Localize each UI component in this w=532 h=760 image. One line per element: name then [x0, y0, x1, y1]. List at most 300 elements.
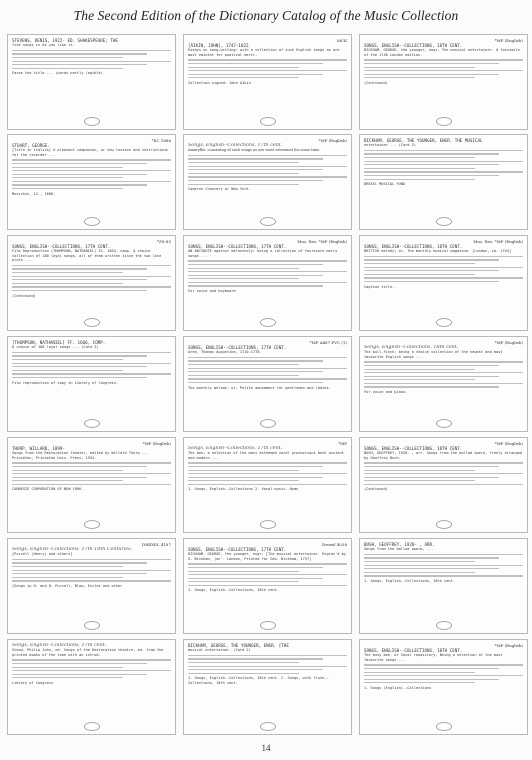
text-line: [364, 466, 499, 467]
text-line: [12, 674, 147, 675]
catalog-card: [359, 34, 528, 130]
text-line: [12, 359, 123, 360]
text-line: [364, 361, 523, 362]
call-number: Drexel 4038: [322, 542, 347, 547]
text-line: [12, 177, 123, 178]
card-text-lines: [12, 265, 171, 291]
text-line: [188, 282, 347, 283]
text-line: [12, 570, 171, 571]
text-line: [12, 670, 171, 671]
text-line: [364, 675, 523, 676]
card-heading: [THOMPSON, NATHANIEL] FF. 1666, COMP.: [12, 340, 106, 345]
text-line: [12, 373, 171, 374]
text-line: [12, 470, 123, 471]
call-number: *MP: [338, 441, 347, 446]
text-line: [364, 150, 523, 151]
catalog-card: [359, 336, 528, 432]
card-text-lines: [188, 563, 347, 586]
card-note: Film reproduction of copy in Library of Congress.: [12, 380, 119, 385]
card-text-lines: [12, 159, 171, 189]
text-line: [188, 563, 347, 564]
card-note: For voice and keyboard: [188, 289, 236, 294]
text-line: [364, 462, 523, 463]
card-heading: Songs, English--Collections, 17th cent.: [188, 143, 283, 148]
card-heading: BICKHAM, GEORGE, THE YOUNGER, ENGR. THE MUSICAL: [364, 138, 483, 143]
card-description: BICKHAM, GEORGE, the younger, engr. The musical entertainer. A facsimile of the 1740 London edition.: [364, 48, 520, 57]
catalog-card: [183, 538, 352, 634]
call-number: *MP (English): [142, 441, 171, 446]
card-description: A choice of 180 loyal songs ... (Card 2): [12, 345, 99, 349]
text-line: [12, 174, 147, 175]
card-heading: SONGS, ENGLISH--COLLECTIONS, 17TH CENT.: [188, 345, 287, 350]
text-line: [188, 462, 347, 463]
text-line: [12, 559, 171, 560]
card-description: The busy bee, or Vocal repository. Being a selection of the most favourite songs ...: [364, 653, 503, 662]
card-punch-hole: [260, 722, 276, 731]
text-line: [188, 268, 299, 269]
text-line: [188, 581, 299, 582]
card-heading: STEVENS, DENIS, 1922- ED. SHAKESPEARE; THE: [12, 38, 118, 43]
text-line: [12, 484, 171, 485]
card-note: 1. Songs, English--Collections, 18th cent. 2. Songs, with flute--Collections, 18th cent.: [188, 676, 329, 685]
call-number: *MP (English): [494, 441, 523, 446]
text-line: [12, 562, 147, 563]
card-text-lines: [188, 59, 347, 78]
catalog-card: [183, 134, 352, 230]
card-punch-hole: [84, 520, 100, 529]
text-line: [364, 77, 475, 78]
text-line: [188, 70, 347, 71]
text-line: [364, 473, 523, 474]
card-punch-hole: [84, 318, 100, 327]
text-line: [188, 378, 347, 379]
card-column-2: [183, 34, 352, 738]
text-line: [364, 568, 499, 569]
card-heading: SONGS, ENGLISH--COLLECTIONS, 17TH CENT.: [12, 244, 111, 249]
card-text-lines: [12, 659, 171, 678]
card-punch-hole: [260, 318, 276, 327]
card-note: DREXEL MUSICAL FUND: [364, 182, 406, 187]
text-line: [188, 673, 299, 674]
text-line: [12, 573, 147, 574]
catalog-card: [183, 336, 352, 432]
text-line: [364, 270, 499, 271]
text-line: [188, 285, 323, 286]
text-line: [364, 376, 499, 377]
card-heading: SONGS, ENGLISH--COLLECTIONS, 18TH CENT.: [364, 446, 463, 451]
catalog-card: [183, 34, 352, 130]
card-punch-hole: [84, 722, 100, 731]
text-line: [12, 272, 123, 273]
text-line: [12, 290, 147, 291]
text-line: [364, 554, 523, 555]
text-line: [364, 365, 499, 366]
text-line: [364, 67, 475, 68]
card-note: (Continued): [12, 293, 36, 298]
card-text-lines: [12, 462, 171, 485]
text-line: [364, 668, 499, 669]
text-line: [364, 477, 499, 478]
text-line: [364, 386, 499, 387]
card-punch-hole: [260, 621, 276, 630]
card-punch-hole: [436, 520, 452, 529]
card-description: BUSH, GEOFFREY, 1920- , arr. Songs from the ballad opera, freely arranged by Geoffrey Bush.: [364, 451, 522, 460]
call-number: *MP (English): [318, 138, 347, 143]
text-line: [364, 157, 475, 158]
text-line: [188, 571, 299, 572]
text-line: [12, 64, 147, 65]
text-line: [188, 666, 347, 667]
text-line: [188, 364, 299, 365]
text-line: [12, 580, 171, 581]
card-note: Cameron Chancery or New York: [188, 187, 249, 192]
catalog-card: [7, 134, 176, 230]
text-line: [364, 161, 523, 162]
text-line: [12, 283, 123, 284]
catalog-card: [359, 235, 528, 331]
catalog-card: [183, 437, 352, 533]
text-line: [188, 278, 299, 279]
text-line: [364, 256, 523, 257]
card-column-3: [359, 34, 528, 738]
text-line: [12, 181, 171, 182]
text-line: [188, 59, 347, 60]
catalog-card: [7, 34, 176, 130]
card-note: Collection signed: John Aikin: [188, 80, 251, 85]
text-line: [364, 470, 475, 471]
call-number: Mus. Res. *MP (English): [473, 239, 523, 244]
card-punch-hole: [260, 520, 276, 529]
text-line: [364, 379, 475, 380]
card-description: Songs from the Restoration theater, edited by Willard Thorp ... Princeton, Princeton Univ. Press, 1934.: [12, 451, 149, 460]
catalog-card: [359, 437, 528, 533]
text-line: [364, 281, 499, 282]
text-line: [12, 286, 171, 287]
text-line: [12, 473, 171, 474]
text-line: [364, 480, 475, 481]
call-number: *ZS-85: [156, 239, 171, 244]
text-line: [188, 382, 323, 383]
card-punch-hole: [84, 217, 100, 226]
text-line: [364, 175, 499, 176]
text-line: [12, 276, 171, 277]
card-text-lines: [364, 664, 523, 683]
card-heading: SONGS, ENGLISH--COLLECTIONS, 17TH CENT.: [188, 244, 287, 249]
text-line: [364, 383, 523, 384]
text-line: [12, 184, 147, 185]
text-line: [12, 170, 171, 171]
card-description: [Purcell (Henry) and others]: [12, 552, 73, 556]
catalog-card: [183, 235, 352, 331]
card-punch-hole: [436, 117, 452, 126]
text-line: [188, 155, 347, 156]
card-note: 1. Songs (English)--Collections: [364, 685, 432, 690]
card-note: The monthly melody: or, Polite amusement for gentlemen and ladies.: [188, 385, 331, 390]
card-text-lines: [188, 462, 347, 485]
card-heading: Songs, English--Collections. 17th-18th Centuries.: [12, 547, 133, 552]
card-description: Amaryllis: consisting of such songs as are most esteemed for some time.: [188, 148, 321, 152]
text-line: [188, 271, 347, 272]
card-punch-hole: [436, 217, 452, 226]
text-line: [12, 53, 147, 54]
text-line: [188, 470, 299, 471]
call-number: *MP A467 PVC (1): [309, 340, 347, 345]
text-line: [12, 163, 147, 164]
card-description: The bull-finch; being a choice collection of the newest and most favourite English songs ...: [364, 350, 503, 359]
card-text-lines: [188, 357, 347, 383]
text-line: [364, 277, 523, 278]
text-line: [364, 679, 499, 680]
card-description: [Title in italics] A pleasant companion, or new lessons and instructions for the recorder ...: [12, 148, 168, 157]
text-line: [188, 169, 323, 170]
card-description: BRITISH melody; or, The monthly musical magazine. [London, ca. 1744]: [364, 249, 512, 253]
card-note: CARNEGIE CORPORATION OF NEW YORK.: [12, 487, 84, 492]
card-description: entertainer ... (Card 2): [364, 143, 416, 147]
text-line: [364, 259, 499, 260]
card-text-lines: [12, 50, 171, 69]
card-description: five songs in As you like it.: [12, 43, 75, 47]
text-line: [364, 59, 523, 60]
text-line: [188, 480, 299, 481]
card-note: (Continued): [364, 80, 388, 85]
card-punch-hole: [260, 217, 276, 226]
text-line: [12, 61, 171, 62]
text-line: [188, 260, 347, 261]
text-line: [188, 77, 299, 78]
text-line: [12, 68, 123, 69]
text-line: [12, 57, 123, 58]
text-line: [12, 659, 171, 660]
catalog-card: [359, 134, 528, 230]
card-text-lines: [188, 260, 347, 286]
text-line: [12, 159, 171, 160]
text-line: [12, 477, 147, 478]
card-text-lines: [12, 559, 171, 582]
card-note: 1. Songs, English--Collections 2. Vocal music--Hymn: [188, 487, 299, 492]
text-line: [12, 268, 147, 269]
card-punch-hole: [436, 621, 452, 630]
page-header: The Second Edition of the Dictionary Catalog of the Music Collection: [73, 8, 459, 23]
text-line: [364, 168, 475, 169]
card-note: Library of Congress: [12, 680, 54, 685]
card-description: AN ANTIDOTE against melancholy: being a collection of fourscore merry songs ...: [188, 249, 338, 258]
card-note: 1. Songs, English--Collections, 18th cent.: [364, 578, 455, 583]
text-line: [188, 264, 323, 265]
card-description: Film Reproduction (THOMPSON, NATHANIEL) 51. 1664, comp. A choice collection of 180 loyal songs, all of them written since the two late plots ...: [12, 249, 162, 262]
text-line: [364, 164, 499, 165]
card-description: Stead, Philip John, ed. Songs of the Restoration theatre, ed. from the printed books of the time with an introd.: [12, 648, 164, 657]
text-line: [364, 70, 523, 71]
card-heading: BICKHAM, GEORGE, THE YOUNGER, ENGR. [THE: [188, 643, 289, 648]
text-line: [12, 363, 171, 364]
text-line: [364, 372, 523, 373]
card-text-lines: [364, 554, 523, 577]
text-line: [12, 366, 147, 367]
text-line: [188, 662, 299, 663]
text-line: [188, 162, 299, 163]
text-line: [188, 357, 347, 358]
card-note: For voice and piano.: [364, 390, 408, 395]
text-line: [364, 74, 499, 75]
call-number: DREXEL 4187: [141, 542, 171, 547]
text-line: [188, 173, 299, 174]
card-note: (Continued): [364, 487, 388, 492]
call-number: MCK: [336, 38, 347, 43]
card-heading: SONGS, ENGLISH--COLLECTIONS, 18TH CENT.: [364, 43, 463, 48]
card-text-lines: [364, 150, 523, 180]
page-number: 14: [261, 743, 271, 753]
card-heading: Songs, English--Collections, 17th cent.: [12, 643, 107, 648]
text-line: [364, 561, 475, 562]
text-line: [188, 585, 347, 586]
card-punch-hole: [84, 117, 100, 126]
card-note: Musickin, 12., 1686.: [12, 191, 56, 196]
text-line: [12, 677, 123, 678]
text-line: [12, 279, 147, 280]
text-line: [188, 466, 323, 467]
card-heading: SONGS, ENGLISH--COLLECTIONS, 18TH CENT.: [364, 244, 463, 249]
card-column-1: [7, 34, 176, 738]
card-text-lines: [364, 361, 523, 387]
text-line: [188, 360, 323, 361]
text-line: [364, 369, 475, 370]
card-punch-hole: [436, 722, 452, 731]
call-number: *MP (English): [494, 643, 523, 648]
card-heading: [AIKIN, JOHN], 1747-1822.: [188, 43, 252, 48]
text-line: [188, 74, 323, 75]
text-line: [188, 371, 323, 372]
text-line: [188, 473, 347, 474]
card-heading: SONGS, ENGLISH--COLLECTIONS, 18TH CENT.: [364, 648, 463, 653]
card-punch-hole: [436, 419, 452, 428]
catalog-card: [7, 437, 176, 533]
text-line: [12, 480, 123, 481]
text-line: [188, 184, 299, 185]
card-note: Faces the title ... (words partly legible): [12, 71, 103, 76]
text-line: [364, 664, 523, 665]
catalog-card: [7, 235, 176, 331]
text-line: [188, 275, 323, 276]
card-description: Songs from the ballad opera, ...: [364, 547, 434, 551]
text-line: [12, 265, 171, 266]
card-text-lines: [364, 256, 523, 282]
card-punch-hole: [84, 419, 100, 428]
catalog-card: [359, 538, 528, 634]
call-number: Mus. Res. *MP (English): [297, 239, 347, 244]
text-line: [12, 577, 123, 578]
catalog-card: [183, 639, 352, 735]
card-text-lines: [364, 462, 523, 485]
text-line: [188, 166, 347, 167]
catalog-card-grid: [7, 34, 527, 738]
card-heading: Songs, English--Collections, 18th cent.: [364, 345, 459, 350]
text-line: [12, 466, 147, 467]
text-line: [12, 377, 147, 378]
text-line: [364, 179, 475, 180]
card-description: BICKHAM, GEORGE, the younger, engr. [The musical entertainer. Engrav'd by G. Bickham, jun'. London, Printed for Geo. Bickham, 1737]: [188, 552, 346, 561]
card-heading: STUART, GEORGE.: [12, 143, 50, 148]
text-line: [188, 574, 347, 575]
card-punch-hole: [84, 621, 100, 630]
card-punch-hole: [260, 117, 276, 126]
text-line: [12, 462, 171, 463]
text-line: [364, 171, 523, 172]
text-line: [12, 566, 123, 567]
card-text-lines: [364, 59, 523, 78]
text-line: [364, 565, 523, 566]
catalog-card: [7, 538, 176, 634]
text-line: [188, 578, 323, 579]
card-description: Arne, Thomas Augustine, 1710-1778.: [188, 350, 262, 354]
call-number: *MP (English): [494, 340, 523, 345]
text-line: [364, 672, 475, 673]
card-note: [Songs in H. and D. Purcell, Blow, Eccles and other: [12, 583, 123, 588]
card-text-lines: [188, 155, 347, 185]
card-heading: SONGS, ENGLISH--COLLECTIONS, 17TH CENT.: [188, 547, 287, 552]
text-line: [364, 274, 475, 275]
text-line: [188, 67, 299, 68]
catalog-card: [7, 639, 176, 735]
text-line: [12, 188, 123, 189]
text-line: [188, 158, 323, 159]
text-line: [364, 63, 499, 64]
text-line: [188, 655, 347, 656]
text-line: [364, 267, 523, 268]
card-heading: THORP, WILLARD, 1899-: [12, 446, 65, 451]
text-line: [364, 572, 475, 573]
text-line: [188, 477, 323, 478]
text-line: [12, 667, 123, 668]
card-punch-hole: [436, 318, 452, 327]
text-line: [364, 557, 499, 558]
text-line: [12, 663, 147, 664]
text-line: [364, 153, 499, 154]
text-line: [188, 669, 323, 670]
text-line: [188, 567, 323, 568]
catalog-card: [359, 639, 528, 735]
text-line: [188, 375, 299, 376]
card-description: musical entertainer. (Card 2): [188, 648, 251, 652]
text-line: [364, 575, 523, 576]
call-number: *MP (English): [494, 38, 523, 43]
text-line: [364, 484, 523, 485]
text-line: [12, 355, 147, 356]
text-line: [12, 352, 171, 353]
text-line: [188, 658, 323, 659]
card-text-lines: [12, 352, 171, 378]
card-punch-hole: [260, 419, 276, 428]
card-description: Essays on song-writing: with a collection of such English songs as are most eminent for poetical merit.: [188, 48, 340, 57]
text-line: [12, 50, 171, 51]
card-heading: BUSH, GEOFFREY, 1920- , ARR.: [364, 542, 435, 547]
text-line: [188, 63, 323, 64]
card-note: Caption title.: [364, 284, 395, 289]
catalog-card: [7, 336, 176, 432]
text-line: [188, 180, 323, 181]
card-text-lines: [188, 655, 347, 674]
text-line: [188, 368, 347, 369]
text-line: [364, 263, 475, 264]
call-number: *KC 1686: [151, 138, 171, 143]
text-line: [12, 167, 123, 168]
card-note: 1. Songs, English--Collections, 18th cent.: [188, 588, 279, 593]
text-line: [188, 484, 347, 485]
card-heading: Songs, English--Collections, 17th cent.: [188, 446, 283, 451]
text-line: [364, 682, 475, 683]
card-description: The bee; a selection of the most esteemed vocal productions both ancient and modern ...: [188, 451, 344, 460]
text-line: [12, 370, 123, 371]
text-line: [188, 176, 347, 177]
